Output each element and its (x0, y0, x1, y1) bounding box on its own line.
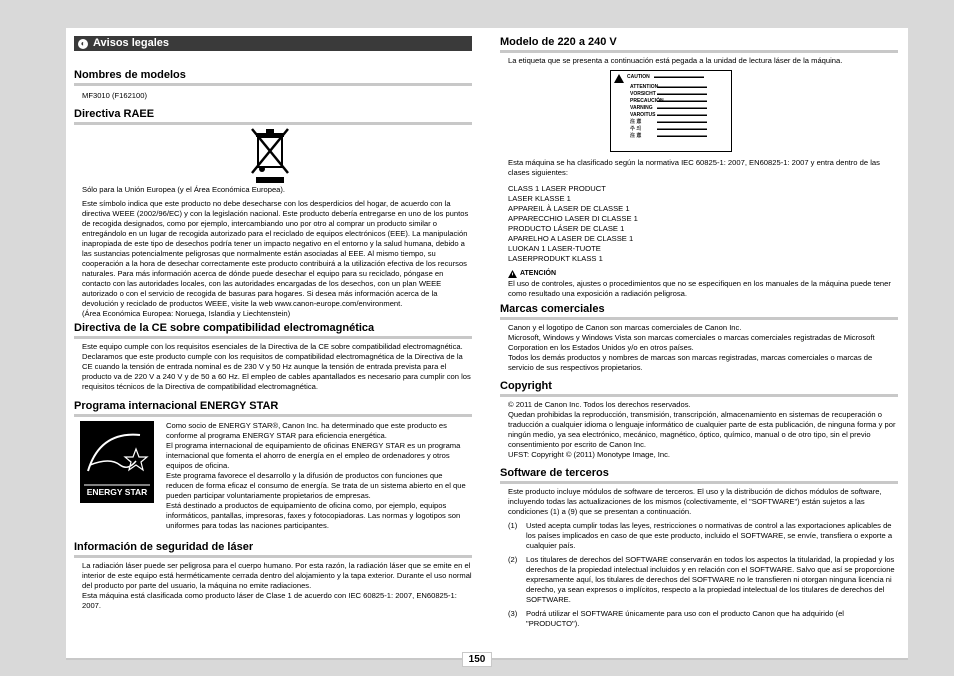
laser-p1: La radiación láser puede ser peligrosa para el cuerpo humano. Por esta razón, la radiación láser que se emite en el interior de este equipo está herméticamente cerrada dentro del alojamiento y la tapa exterior. Durante el uso normal del producto por parte del usuario, la máquina no emite radiaciones. (82, 561, 472, 590)
weee-p2: Este símbolo indica que este producto no debe desecharse con los desperdicios del hogar, de acuerdo con la directiva WEEE (2002/96/EC) y con la legislación nacional. Este producto debería entregarse en uno de los puntos de recogida designados, como por ejemplo, intercambiando uno por otro al comprar un producto similar o entregándolo en un lugar de recogida autorizado para el reciclado de equipos electrónicos (EEE). La manipulación inapropiada de este tipo de desechos podría tener un impacto negativo en el entorno y la salud humana, debido a las sustancias potencialmente peligrosas que normalmente están asociadas al EEE. Al mismo tiempo, su cooperación a la hora de desechar correctamente este producto contribuirá a la utilización efectiva de los recursos naturales. Para más información acerca de dónde puede desechar el equipo para su reciclado, póngase en contacto con las autoridades locales, con las autoridades encargadas de los desechos, con un plan WEEE autorizado o con el servicio de recogida de basuras para hogares. Si desea más información acerca de la devolución y reciclado de productos WEEE, visite la web www.canon-europe.com/environment. (82, 199, 469, 308)
label-kr: 주 의 (630, 126, 642, 132)
trademarks-body (500, 323, 898, 373)
class-item: APPARECCHIO LASER DI CLASSE 1 (508, 214, 638, 223)
copyright-p3: UFST: Copyright © (2011) Monotype Image, Inc. (508, 450, 671, 459)
models-text: MF3010 (F162100) (82, 91, 148, 100)
emc-heading: Directiva de la CE sobre compatibilidad electromagnética (74, 322, 472, 339)
warning-triangle-icon (614, 74, 624, 83)
model-p1: La etiqueta que se presenta a continuación está pegada a la unidad de lectura láser de la máquina. (508, 56, 843, 65)
info-icon: ◐ (78, 39, 88, 49)
warning-text: El uso de controles, ajustes o procedimientos que no se especifiquen en los manuales de la máquina puede tener como resultado una exposición a radiación peligrosa. (508, 279, 891, 298)
condition-number: (2) (508, 555, 518, 564)
energy-p3: Este programa favorece el desarrollo y la difusión de productos con funciones que reducen de forma eficaz el consumo de energía. Se trata de un sistema abierto en el que pueden participar voluntariamente propietarios de empresas. (166, 471, 466, 500)
banner-title: Avisos legales (93, 37, 170, 49)
weee-body (74, 185, 472, 319)
thirdparty-p1: Este producto incluye módulos de software de terceros. El uso y la distribución de dichos módulos de software, incluyendo todas las actualizaciones de los mismos (colectivamente, el "SOFTWARE") están sujetos a las condiciones (1) a (9) que se presentan a continuación. (508, 487, 882, 516)
models-heading: Nombres de modelos (74, 69, 472, 86)
laser-section (74, 541, 472, 611)
emc-text: Este equipo cumple con los requisitos esenciales de la Directiva de la CE sobre compatibilidad electromagnética. Declaramos que este producto cumple con los requisitos de compatibilidad electromagnética de la Directiva de la CE cuando la tensión de entrada nominal es de 230 V y 50 Hz aunque la tensión de entrada prevista para el producto va de 220 V a 240 V y de 50 a 60 Hz. El empleo de cables apantallados es necesario para cumplir con los requisitos técnicos de la Directiva de compatibilidad electromagnética. (82, 342, 471, 391)
class-item: PRODUCTO LÁSER DE CLASE 1 (508, 224, 625, 233)
condition-number: (3) (508, 609, 518, 618)
energy-star-logo-text: ENERGY STAR (86, 487, 148, 497)
condition-text: Podrá utilizar el SOFTWARE únicamente para uso con el producto Canon que ha adquirido (el "PRODUCTO"). (526, 609, 844, 628)
warning-block (500, 269, 898, 299)
copyright-p1: © 2011 de Canon Inc. Todos los derechos reservados. (508, 400, 691, 409)
condition-item (508, 521, 898, 551)
thirdparty-body (500, 487, 898, 629)
laser-p2: Esta máquina está clasificada como producto láser de Clase 1 de acuerdo con IEC 60825-1: 2007, EN60825-1: 2007. (82, 591, 457, 610)
model-heading: Modelo de 220 a 240 V (500, 36, 898, 53)
label-jp: 注 意 (630, 119, 642, 125)
label-attention: ATTENTION (630, 84, 659, 90)
copyright-p2: Quedan prohibidas la reproducción, transmisión, transcripción, almacenamiento en sistemas de recuperación o traducción a cualquier idioma o lenguaje informático de cualquier parte de esta publicación, de ninguna forma y por ningún medio, ya sea electrónico, mecánico, magnético, óptico, químico, manual o de otro tipo, sin el previo consentimiento por escrito de Canon Inc. (508, 410, 896, 449)
class-item: LUOKAN 1 LASER-TUOTE (508, 244, 601, 253)
page-number: 150 (462, 652, 492, 667)
trademarks-p3: Todos los demás productos y nombres de marcas son marcas registradas, marcas comerciales o marcas de servicio de sus respectivos propietarios. (508, 353, 873, 372)
class-item: LASER KLASSE 1 (508, 194, 571, 203)
condition-text: Los titulares de derechos del SOFTWARE conservarán en todos los aspectos la titularidad, la propiedad y los derechos de la propiedad intelectual incluidos y en relación con el SOFTWARE. Salvo que así se proporcione expresamente aquí, los titulares de derechos del SOFTWARE no le transfieren ni otorgan ninguna licencia ni derecho, ya sean expresos o implícitos, respecto a la propiedad intelectual de los titulares de derechos del SOFTWARE. (526, 555, 895, 604)
models-section (74, 69, 472, 101)
warning-icon (508, 270, 517, 278)
trademarks-p2: Microsoft, Windows y Windows Vista son marcas comerciales o marcas comerciales registradas de Microsoft Corporation en los Estados Unidos y/o en otros países. (508, 333, 875, 352)
energy-p1: Como socio de ENERGY STAR®, Canon Inc. ha determinado que este producto es conforme al programa ENERGY STAR para eficiencia energética. (166, 421, 447, 440)
condition-item (508, 609, 898, 629)
model-section (500, 36, 898, 299)
class-item: APARELHO A LASER DE CLASSE 1 (508, 234, 634, 243)
trademarks-p1: Canon y el logotipo de Canon son marcas comerciales de Canon Inc. (508, 323, 742, 332)
label-vorsicht: VORSICHT (630, 91, 656, 97)
energy-body (74, 421, 472, 531)
condition-item (508, 555, 898, 605)
class-item: APPAREIL À LASER DE CLASSE 1 (508, 204, 630, 213)
crossed-bin-icon (250, 127, 290, 183)
laser-heading: Información de seguridad de láser (74, 541, 472, 558)
trademarks-section (500, 303, 898, 373)
energy-text (166, 421, 472, 531)
copyright-body (500, 400, 898, 460)
trademarks-heading: Marcas comerciales (500, 303, 898, 320)
condition-number: (1) (508, 521, 518, 530)
thirdparty-heading: Software de terceros (500, 467, 898, 484)
laser-classes-list (500, 184, 898, 264)
section-banner (74, 36, 472, 51)
manual-page (66, 28, 908, 665)
laser-body (74, 561, 472, 611)
energy-heading: Programa internacional ENERGY STAR (74, 400, 472, 417)
condition-text: Usted acepta cumplir todas las leyes, restricciones o normativas de control a las exportaciones aplicables de los países implicados en caso de que este producto, incluido el SOFTWARE, se envíe, transfiera o exporte a cualquier país. (526, 521, 893, 550)
thirdparty-section (500, 467, 898, 629)
energy-section (74, 400, 472, 531)
emc-section (74, 322, 472, 392)
label-caution: CAUTION (627, 74, 650, 80)
weee-p1: Sólo para la Unión Europea (y el Área Económica Europea). (82, 185, 286, 194)
label-varoitus: VAROITUS (630, 112, 656, 118)
warning-title: ATENCIÓN (520, 270, 557, 277)
label-precaucion: PRECAUCIÓN (630, 98, 664, 104)
weee-heading: Directiva RAEE (74, 108, 472, 125)
energy-star-logo (80, 421, 154, 503)
label-varning: VARNING (630, 105, 653, 111)
energy-p4: Está destinado a productos de equipamiento de oficina como, por ejemplo, equipos informáticos, pantallas, impresoras, faxes y fotocopiadoras. Las normas y logotipos son uniformes para todas las naciones participantes. (166, 501, 461, 530)
model-p2: Esta máquina se ha clasificado según la normativa IEC 60825-1: 2007, EN60825-1: 2007 y entra dentro de las clases siguientes: (508, 158, 880, 177)
weee-bin-icon-wrap (74, 125, 472, 183)
weee-p3: (Área Económica Europea: Noruega, Islandia y Liechtenstein) (82, 309, 291, 318)
warning-heading (508, 269, 898, 279)
weee-section (74, 108, 472, 319)
copyright-heading: Copyright (500, 380, 898, 397)
class-item: LASERPRODUKT KLASS 1 (508, 254, 603, 263)
class-item: CLASS 1 LASER PRODUCT (508, 184, 606, 193)
laser-caution-label: CAUTION ▬▬▬▬▬▬▬▬▬▬ ATTENTION ▬▬▬▬▬▬▬▬▬▬ VORSICHT ▬▬▬▬▬▬▬▬▬▬ PRECAUCIÓN ▬▬▬▬▬▬▬▬▬▬ VARNING ▬▬▬▬▬▬▬▬▬▬ VAROITUS ▬▬▬▬▬▬▬▬▬▬ 注 意 ▬▬▬▬▬▬▬▬▬▬ 주 의 ▬▬▬▬▬▬▬▬▬▬ 注 意 ▬▬▬▬▬▬▬▬▬▬ (610, 70, 732, 152)
label-cn: 注 意 (630, 133, 642, 139)
energy-p2: El programa internacional de equipamiento de oficinas ENERGY STAR es un programa internacional que fomenta el ahorro de energía en el empleo de ordenadores y otros equipos de oficina. (166, 441, 461, 470)
copyright-section (500, 380, 898, 460)
